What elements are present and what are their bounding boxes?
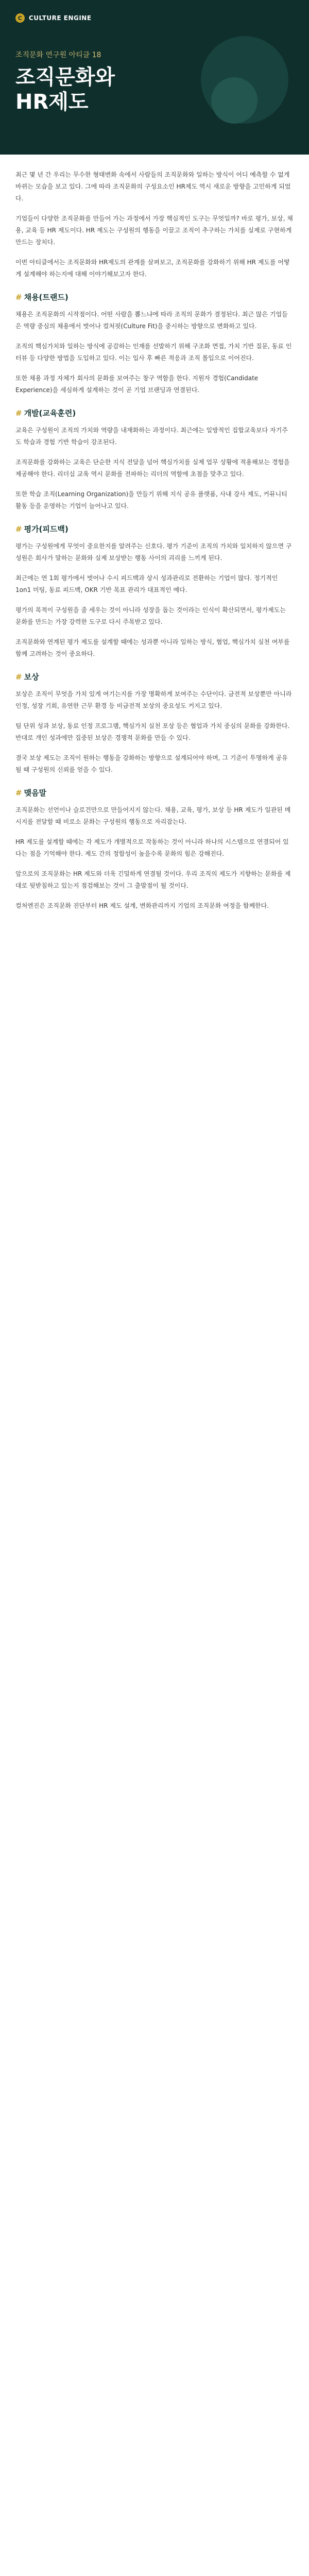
logo-mark-icon: C [15, 13, 25, 23]
hero-subtitle: 조직문화 연구원 아티클 18 [15, 51, 101, 59]
brand-logo [15, 13, 294, 23]
section-paragraph: 최근에는 연 1회 평가에서 벗어나 수시 피드백과 상시 성과관리로 전환하는 기업이 많다. 정기적인 1on1 미팅, 동료 피드백, OKR 기반 목표 관리가 대표적인 예다. [15, 574, 278, 594]
section-title: # 맺음말 [15, 788, 47, 798]
section-paragraph: HR 제도를 설계할 때에는 각 제도가 개별적으로 작동하는 것이 아니라 하나의 시스템으로 연결되어 있다는 점을 기억해야 한다. 제도 간의 정합성이 높을수록 문화의 힘은 강해진다. [15, 838, 289, 857]
section-paragraph: 또한 학습 조직(Learning Organization)을 만들기 위해 지식 공유 플랫폼, 사내 강사 제도, 커뮤니티 활동 등을 운영하는 기업이 늘어나고 있다. [15, 490, 287, 510]
section-paragraph: 채용은 조직문화의 시작점이다. 어떤 사람을 뽑느냐에 따라 조직의 문화가 결정된다. 최근 많은 기업들은 역량 중심의 채용에서 벗어나 컬처핏(Culture Fit)을 중시하는 방향으로 변화하고 있다. [15, 311, 288, 330]
section-paragraph: 평가의 목적이 구성원을 줄 세우는 것이 아니라 성장을 돕는 것이라는 인식이 확산되면서, 평가제도는 문화를 만드는 가장 강력한 도구로 다시 주목받고 있다. [15, 606, 286, 625]
intro-paragraph: 이번 아티클에서는 조직문화와 HR제도의 관계를 살펴보고, 조직문화를 강화하기 위해 HR 제도를 어떻게 설계해야 하는지에 대해 이야기해보고자 한다. [15, 259, 290, 278]
intro-paragraph: 기업들이 다양한 조직문화를 만들어 가는 과정에서 가장 핵심적인 도구는 무엇일까? 바로 평가, 보상, 채용, 교육 등 HR 제도이다. HR 제도는 구성원의 행동을 이끌고 조직이 추구하는 가치를 실제로 구현하게 만드는 장치다. [15, 215, 293, 246]
hero-title-line1: 조직문화와 [15, 65, 115, 89]
intro-paragraph: 최근 몇 년 간 우리는 무수한 형태변화 속에서 사람들의 조직문화와 일하는 방식이 어디 예측할 수 없게 바뀌는 모습을 보고 있다. 그에 따라 조직문화의 구성요소인 HR제도 역시 새로운 방향을 고민하게 되었다. [15, 171, 291, 202]
section-training [15, 408, 294, 512]
section-paragraph: 조직의 핵심가치와 일하는 방식에 공감하는 인재를 선발하기 위해 구조화 면접, 가치 기반 질문, 동료 인터뷰 등 다양한 방법을 도입하고 있다. 이는 입사 후 빠른 적응과 조직 몰입으로 이어진다. [15, 343, 292, 362]
section-conclusion [15, 787, 294, 912]
section-recruit [15, 292, 294, 396]
section-title: # 개발(교육훈련) [15, 409, 76, 418]
hero-banner [0, 0, 309, 155]
decorative-circle-small [211, 77, 258, 124]
section-paragraph: 또한 채용 과정 자체가 회사의 문화를 보여주는 창구 역할을 한다. 지원자 경험(Candidate Experience)을 세심하게 설계하는 것이 곧 기업 브랜딩과 연결된다. [15, 375, 259, 394]
section-title: # 채용(트랜드) [15, 293, 68, 302]
section-title: # 평가(피드백) [15, 524, 68, 534]
section-paragraph: 교육은 구성원이 조직의 가치와 역량을 내재화하는 과정이다. 최근에는 일방적인 집합교육보다 자기주도 학습과 경험 기반 학습이 강조된다. [15, 427, 288, 446]
section-title: # 보상 [15, 672, 39, 682]
article-body [0, 155, 309, 912]
section-paragraph: 조직문화를 강화하는 교육은 단순한 지식 전달을 넘어 핵심가치를 실제 업무 상황에 적용해보는 경험을 제공해야 한다. 리더십 교육 역시 문화를 전파하는 리더의 역할에 초점을 맞추고 있다. [15, 459, 290, 478]
section-evaluation [15, 523, 294, 660]
section-paragraph: 결국 보상 제도는 조직이 원하는 행동을 강화하는 방향으로 설계되어야 하며, 그 기준이 투명하게 공유될 때 구성원의 신뢰를 얻을 수 있다. [15, 754, 288, 773]
section-paragraph: 보상은 조직이 무엇을 가치 있게 여기는지를 가장 명확하게 보여주는 수단이다. 금전적 보상뿐만 아니라 인정, 성장 기회, 유연한 근무 환경 등 비금전적 보상의 중요성도 커지고 있다. [15, 690, 292, 709]
section-paragraph: 평가는 구성원에게 무엇이 중요한지를 알려주는 신호다. 평가 기준이 조직의 가치와 일치하지 않으면 구성원은 회사가 말하는 문화와 실제 보상받는 행동 사이의 괴리를 느끼게 된다. [15, 543, 292, 562]
section-paragraph: 조직문화는 선언이나 슬로건만으로 만들어지지 않는다. 채용, 교육, 평가, 보상 등 HR 제도가 일관된 메시지를 전달할 때 비로소 문화는 구성원의 행동으로 자리잡는다. [15, 806, 291, 825]
section-compensation [15, 671, 294, 776]
section-paragraph: 조직문화와 연계된 평가 제도를 설계할 때에는 성과뿐 아니라 일하는 방식, 협업, 핵심가치 실천 여부를 함께 고려하는 것이 중요하다. [15, 638, 290, 657]
logo-text: CULTURE ENGINE [29, 14, 92, 22]
hero-title-line2: HR제도 [15, 90, 89, 114]
section-paragraph: 팀 단위 성과 보상, 동료 인정 프로그램, 핵심가치 실천 포상 등은 협업과 가치 중심의 문화를 강화한다. 반대로 개인 성과에만 집중된 보상은 경쟁적 문화를 만들 수 있다. [15, 722, 290, 741]
section-paragraph: 컬처엔진은 조직문화 진단부터 HR 제도 설계, 변화관리까지 기업의 조직문화 여정을 함께한다. [15, 902, 269, 909]
section-paragraph: 앞으로의 조직문화는 HR 제도와 더욱 긴밀하게 연결될 것이다. 우리 조직의 제도가 지향하는 문화를 제대로 뒷받침하고 있는지 점검해보는 것이 그 출발점이 될 것이다. [15, 870, 291, 889]
